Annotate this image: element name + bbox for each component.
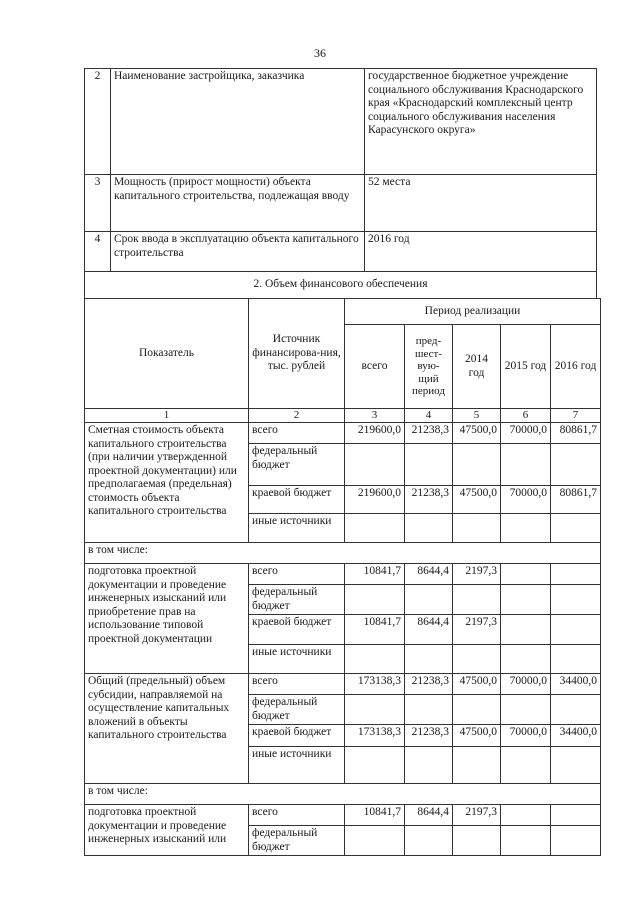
value-cell: 10841,7	[345, 564, 405, 585]
source-label: федеральный бюджет	[249, 585, 345, 615]
source-label: федеральный бюджет	[249, 444, 345, 486]
value-cell	[345, 695, 405, 725]
header-2016: 2016 год	[551, 325, 601, 409]
row-number: 4	[85, 232, 111, 272]
source-label: иные источники	[249, 514, 345, 543]
col-number: 3	[345, 409, 405, 423]
source-label: иные источники	[249, 645, 345, 674]
source-label: всего	[249, 805, 345, 826]
value-cell: 34400,0	[551, 674, 601, 695]
value-cell	[405, 645, 453, 674]
col-number: 5	[453, 409, 501, 423]
value-cell: 10841,7	[345, 805, 405, 826]
value-cell	[345, 444, 405, 486]
source-label: всего	[249, 423, 345, 444]
value-cell: 173138,3	[345, 674, 405, 695]
col-number: 2	[249, 409, 345, 423]
value-cell	[501, 514, 551, 543]
value-cell	[551, 826, 601, 856]
value-cell	[405, 444, 453, 486]
value-cell	[345, 645, 405, 674]
financing-table	[84, 298, 601, 856]
value-cell	[501, 805, 551, 826]
value-cell	[551, 747, 601, 784]
indicator-label: подготовка проектной документации и проведение инженерных изысканий или	[85, 805, 249, 856]
col-number: 1	[85, 409, 249, 423]
value-cell: 219600,0	[345, 423, 405, 444]
info-row	[85, 69, 597, 175]
info-row	[85, 232, 597, 272]
value-cell: 70000,0	[501, 725, 551, 747]
value-cell: 10841,7	[345, 615, 405, 645]
indicator-label: Общий (предельный) объем субсидии, направляемой на осуществление капитальных вложений в объекты капитального строительства	[85, 674, 249, 784]
table-row	[85, 674, 601, 695]
col-number: 6	[501, 409, 551, 423]
including-label: в том числе:	[85, 543, 601, 564]
row-label: Мощность (прирост мощности) объекта капитального строительства, подлежащая вводу	[111, 175, 365, 232]
value-cell	[345, 826, 405, 856]
value-cell	[405, 585, 453, 615]
value-cell: 2197,3	[453, 805, 501, 826]
value-cell: 173138,3	[345, 725, 405, 747]
header-indicator: Показатель	[85, 299, 249, 409]
value-cell: 34400,0	[551, 725, 601, 747]
page-number: 36	[314, 46, 326, 60]
value-cell	[551, 645, 601, 674]
col-number: 7	[551, 409, 601, 423]
value-cell	[551, 514, 601, 543]
value-cell	[345, 747, 405, 784]
source-label: краевой бюджет	[249, 725, 345, 747]
column-numbers-row	[85, 409, 601, 423]
col-number: 4	[405, 409, 453, 423]
object-info-table	[84, 68, 597, 299]
value-cell: 80861,7	[551, 486, 601, 514]
value-cell	[453, 514, 501, 543]
including-label: в том числе:	[85, 784, 601, 805]
row-value: 2016 год	[365, 232, 597, 272]
value-cell	[551, 615, 601, 645]
value-cell: 21238,3	[405, 725, 453, 747]
info-row	[85, 175, 597, 232]
value-cell	[345, 585, 405, 615]
value-cell: 21238,3	[405, 486, 453, 514]
indicator-label: подготовка проектной документации и проведение инженерных изысканий или приобретение прав на использование типовой проектной документации	[85, 564, 249, 674]
indicator-label: Сметная стоимость объекта капитального строительства (при наличии утвержденной проектной документации) или предполагаемая (предельная) стоимость объекта капитального строительства	[85, 423, 249, 543]
value-cell	[405, 747, 453, 784]
value-cell	[453, 826, 501, 856]
value-cell	[551, 444, 601, 486]
value-cell	[501, 747, 551, 784]
value-cell: 70000,0	[501, 486, 551, 514]
value-cell: 8644,4	[405, 615, 453, 645]
row-value: государственное бюджетное учреждение социального обслуживания Краснодарского края «Краснодарский комплексный центр социального обслуживания населения Карасунского округа»	[365, 69, 597, 175]
header-2015: 2015 год	[501, 325, 551, 409]
value-cell	[345, 514, 405, 543]
value-cell	[501, 444, 551, 486]
source-label: всего	[249, 564, 345, 585]
header-2014: 2014 год	[453, 325, 501, 409]
value-cell: 8644,4	[405, 564, 453, 585]
value-cell: 21238,3	[405, 423, 453, 444]
row-value: 52 места	[365, 175, 597, 232]
value-cell	[453, 645, 501, 674]
table-row	[85, 805, 601, 826]
including-row	[85, 784, 601, 805]
section-title: 2. Объем финансового обеспечения	[85, 272, 597, 299]
value-cell	[453, 585, 501, 615]
value-cell: 8644,4	[405, 805, 453, 826]
row-label: Наименование застройщика, заказчика	[111, 69, 365, 175]
value-cell	[551, 564, 601, 585]
value-cell: 47500,0	[453, 725, 501, 747]
value-cell	[551, 695, 601, 725]
including-row	[85, 543, 601, 564]
value-cell	[501, 564, 551, 585]
table-row	[85, 564, 601, 585]
header-previous-period: пред-шест-вую-щий период	[405, 325, 453, 409]
value-cell	[453, 747, 501, 784]
value-cell: 70000,0	[501, 423, 551, 444]
value-cell: 21238,3	[405, 674, 453, 695]
value-cell	[405, 826, 453, 856]
value-cell: 219600,0	[345, 486, 405, 514]
value-cell	[501, 645, 551, 674]
source-label: всего	[249, 674, 345, 695]
value-cell: 70000,0	[501, 674, 551, 695]
value-cell: 47500,0	[453, 423, 501, 444]
header-period: Период реализации	[345, 299, 601, 325]
header-row	[85, 299, 601, 325]
value-cell	[405, 514, 453, 543]
value-cell: 2197,3	[453, 615, 501, 645]
row-label: Срок ввода в эксплуатацию объекта капитального строительства	[111, 232, 365, 272]
value-cell	[551, 805, 601, 826]
value-cell: 2197,3	[453, 564, 501, 585]
header-total: всего	[345, 325, 405, 409]
value-cell	[551, 585, 601, 615]
source-label: федеральный бюджет	[249, 695, 345, 725]
value-cell	[405, 695, 453, 725]
section-title-row	[85, 272, 597, 299]
source-label: краевой бюджет	[249, 486, 345, 514]
value-cell	[501, 585, 551, 615]
source-label: иные источники	[249, 747, 345, 784]
header-source: Источник финансирова-ния, тыс. рублей	[249, 299, 345, 409]
value-cell	[501, 615, 551, 645]
row-number: 2	[85, 69, 111, 175]
source-label: краевой бюджет	[249, 615, 345, 645]
value-cell: 80861,7	[551, 423, 601, 444]
value-cell	[501, 826, 551, 856]
value-cell: 47500,0	[453, 486, 501, 514]
row-number: 3	[85, 175, 111, 232]
value-cell	[453, 695, 501, 725]
value-cell	[453, 444, 501, 486]
source-label: федеральный бюджет	[249, 826, 345, 856]
table-row	[85, 423, 601, 444]
value-cell: 47500,0	[453, 674, 501, 695]
value-cell	[501, 695, 551, 725]
